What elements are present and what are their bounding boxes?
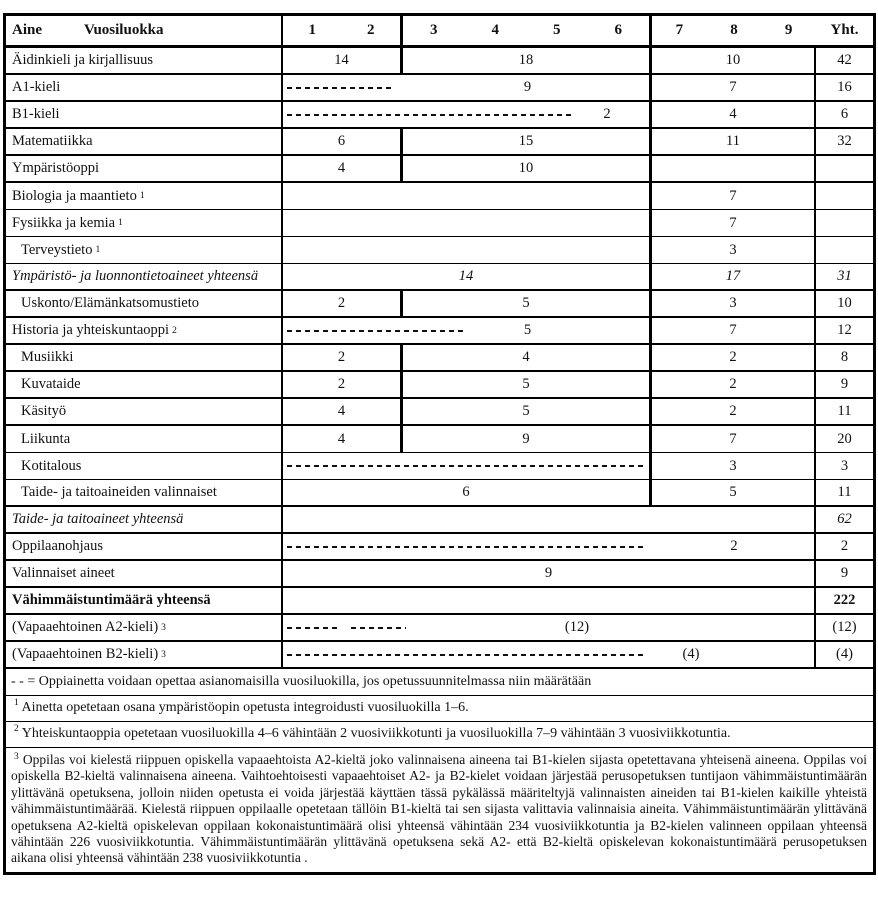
- dash-line: [287, 654, 643, 656]
- cell-total: 11: [837, 403, 852, 419]
- header-grade-6: 6: [614, 22, 622, 38]
- subject-label: Ympäristöoppi: [6, 156, 283, 181]
- header-aine: Aine: [12, 22, 42, 38]
- cell-grades-7-9: 4: [652, 102, 816, 127]
- table-header-row: [6, 16, 873, 48]
- subject-label: Kotitalous: [6, 453, 283, 479]
- cell-total: 9: [840, 376, 849, 392]
- table-row: [6, 183, 873, 210]
- header-total-label: Yht.: [830, 22, 859, 38]
- cell-grades-1-6: [283, 264, 652, 289]
- table-row: [6, 345, 873, 372]
- cell-total: 8: [840, 349, 849, 365]
- dash-line: [287, 627, 339, 629]
- header-grade-9: 9: [784, 22, 793, 38]
- cell-total: [816, 183, 873, 209]
- cell-grades-3-6: 5: [403, 291, 652, 316]
- cell-value: 6: [462, 484, 470, 500]
- dash-line: [351, 627, 406, 629]
- cell-grades-1-2: 2: [283, 291, 403, 316]
- dash-line: [287, 87, 395, 89]
- cell-grades-1-6: [283, 102, 652, 127]
- header-subject-cell: [6, 16, 283, 45]
- subject-label: Matematiikka: [6, 129, 283, 154]
- cell-grades-3-6: 5: [403, 399, 652, 424]
- table-row: [6, 561, 873, 588]
- table-row: [6, 48, 873, 75]
- subject-label: Historia ja yhteiskuntaoppi 2: [6, 318, 283, 343]
- cell-value: 5: [523, 322, 532, 338]
- cell-grades-7-9: 7: [652, 210, 816, 236]
- cell-grades-1-2: 2: [283, 372, 403, 397]
- cell-total: 42: [837, 52, 852, 68]
- cell-grades-1-6: [283, 453, 652, 479]
- cell-grades-1-9: [283, 615, 816, 640]
- cell-value: 2: [730, 538, 738, 554]
- subject-label: Valinnaiset aineet: [6, 561, 283, 586]
- cell-grades-7-9: 7: [652, 318, 816, 343]
- cell-total: 9: [840, 565, 849, 581]
- header-grade-8: 8: [730, 22, 738, 38]
- cell-grades-1-6: [283, 237, 652, 263]
- header-grades-1-2: [283, 16, 403, 45]
- subject-label: Ympäristö- ja luonnontietoaineet yhteensä: [6, 264, 283, 289]
- table-row: [6, 615, 873, 642]
- cell-total: [816, 156, 873, 181]
- cell-value: 2: [603, 106, 611, 122]
- table-row: [6, 291, 873, 318]
- cell-total: 12: [837, 322, 852, 338]
- subject-label: Biologia ja maantieto 1: [6, 183, 283, 209]
- header-grade-4: 4: [491, 22, 499, 38]
- cell-grades-7-9: 2: [652, 345, 816, 370]
- subject-label: Vähimmäistuntimäärä yhteensä: [6, 588, 283, 613]
- subject-label: Musiikki: [6, 345, 283, 370]
- table-row: [6, 129, 873, 156]
- cell-grades-3-6: 4: [403, 345, 652, 370]
- subject-label: A1-kieli: [6, 75, 283, 100]
- header-grade-5: 5: [553, 22, 561, 38]
- cell-total: 20: [837, 430, 852, 447]
- cell-grades-1-6: [283, 318, 652, 343]
- table-row: [6, 534, 873, 561]
- table-row-grand-total: [6, 588, 873, 615]
- cell-grades-3-6: 15: [403, 129, 652, 154]
- cell-grades-7-9: 5: [652, 480, 816, 505]
- cell-total: 3: [840, 457, 849, 474]
- cell-total: 2: [840, 538, 849, 554]
- table-row: [6, 426, 873, 453]
- subject-label: Uskonto/Elämänkatsomustieto: [6, 291, 283, 316]
- table-row: [6, 399, 873, 426]
- subject-label: Käsityö: [6, 399, 283, 424]
- cell-grades-1-6: [283, 75, 652, 100]
- cell-grades-7-9: 3: [652, 453, 816, 479]
- footnote-marker: 3: [14, 751, 19, 762]
- cell-grades-3-6: 10: [403, 156, 652, 181]
- cell-grades-1-2: 4: [283, 156, 403, 181]
- subject-label: B1-kieli: [6, 102, 283, 127]
- table-row: [6, 372, 873, 399]
- cell-total: 31: [837, 268, 852, 284]
- lesson-hours-table: [3, 13, 876, 875]
- table-row: [6, 642, 873, 669]
- cell-total: 6: [840, 106, 849, 122]
- cell-total: 32: [837, 133, 852, 149]
- cell-grades-1-2: 14: [283, 48, 403, 73]
- table-row: [6, 102, 873, 129]
- cell-grades-1-6: [283, 183, 652, 209]
- cell-grades-7-9: 3: [652, 291, 816, 316]
- footnote-marker: 2: [14, 724, 19, 735]
- cell-grades-7-9: 7: [652, 183, 816, 209]
- subject-label: Taide- ja taitoaineiden valinnaiset: [6, 480, 283, 505]
- cell-grades-1-9: [283, 534, 816, 559]
- footnote-2: $^2$ Yhteiskuntaoppia opetetaan vuosiluokilla 4–6 vähintään 2 vuosiviikkotunti ja vuosiluokilla 7–9 vähintään 3 vuosiviikkotuntia.: [6, 722, 873, 748]
- table-row-subtotal: [6, 264, 873, 291]
- subject-label: Taide- ja taitoaineet yhteensä: [6, 507, 283, 532]
- cell-grades-1-2: 4: [283, 426, 403, 452]
- cell-grades-7-9: 17: [652, 264, 816, 289]
- subject-label: Äidinkieli ja kirjallisuus: [6, 48, 283, 73]
- cell-total: 222: [833, 592, 856, 608]
- footnote-3: $^3$ Oppilas voi kielestä riippuen opiskella vapaaehtoista A2-kieltä joko valinnaisena aineena tai B1-kielen sijasta opetettavana yhteisenä aineena. Oppilas voi opiskella B2-kieltä valinnaisena aineena. Vaihtoehtoisesti vapaaehtoiset A2- ja B2-kielet voidaan järjestää perusopetuksen tuntijaon vähimmäistuntimäärän ylittävänä opetuksena, jolloin niiden opetusta ei voida järjestää käyttäen tässä pykälässä määriteltyjä valinnaisten aineiden tai B1-kielen kaikille yhteistä vähimmäistuntimäärää. Kielestä riippuen oppilaalle opetetaan tällöin B1-kieltä tai sen sijasta valittavia valinnaisia aineita. Vähimmäistuntimäärän ylittävänä opetuksena A2-kieltä opiskelevan oppilaan kokonaistuntimäärä olisi yhteensä vähintään 234 vuosiviikkotuntia ja B2-kielen valinneen oppilaan yhteensä vähintään 226 vuosiviikkotuntia. Vähimmäistuntimäärän ylittävänä opetuksena sekä A2- että B2-kieltä opiskelevan kokonaistuntimäärä perusopetuksen aikana olisi yhteensä vähintään 238 vuosiviikkotuntia .: [11, 751, 868, 866]
- footnote-1: $^1$ Ainetta opetetaan osana ympäristöopin opetusta integroidusti vuosiluokilla 1–6.: [6, 696, 873, 722]
- table-row: [6, 480, 873, 507]
- cell-grades-7-9: 2: [652, 372, 816, 397]
- cell-total: (12): [832, 619, 857, 635]
- subject-label: (Vapaaehtoinen A2-kieli) 3: [6, 615, 283, 640]
- cell-grades-7-9: 7: [652, 426, 816, 452]
- cell-grades-1-9: [283, 642, 816, 667]
- cell-grades-7-9: 7: [652, 75, 816, 100]
- table-row: [6, 156, 873, 183]
- cell-total: [816, 237, 873, 263]
- cell-grades-1-9: [283, 507, 816, 532]
- subject-label: Terveystieto 1: [6, 237, 283, 263]
- cell-grades-7-9: 10: [652, 48, 816, 73]
- cell-grades-1-2: 6: [283, 129, 403, 154]
- subject-label: Oppilaanohjaus: [6, 534, 283, 559]
- dash-legend: - - = Oppiainetta voidaan opettaa asianomaisilla vuosiluokilla, jos opetussuunnitelmassa niin määrätään: [6, 669, 873, 696]
- cell-grades-1-9: [283, 588, 816, 613]
- cell-value: 9: [544, 565, 553, 581]
- cell-grades-1-2: 4: [283, 399, 403, 424]
- subject-label: (Vapaaehtoinen B2-kieli) 3: [6, 642, 283, 667]
- cell-grades-7-9: 11: [652, 129, 816, 154]
- subject-label: Kuvataide: [6, 372, 283, 397]
- table-row: [6, 237, 873, 264]
- table-row: [6, 318, 873, 345]
- header-grade-2: 2: [367, 22, 375, 38]
- cell-value: (12): [564, 619, 590, 635]
- header-grades-3-6: [403, 16, 652, 45]
- dash-line: [287, 465, 643, 467]
- cell-grades-7-9: [652, 156, 816, 181]
- cell-total: (4): [836, 646, 853, 662]
- table-row: [6, 210, 873, 237]
- cell-grades-1-6: [283, 480, 652, 505]
- table-row: [6, 75, 873, 102]
- dash-line: [287, 114, 573, 116]
- header-grade-1: 1: [308, 22, 316, 38]
- cell-value: 9: [523, 79, 532, 95]
- cell-grades-3-6: 9: [403, 426, 652, 452]
- cell-total: 11: [837, 484, 852, 500]
- header-vuosiluokka: Vuosiluokka: [84, 22, 164, 38]
- dash-line: [287, 546, 643, 548]
- footnote-marker: 1: [14, 698, 19, 709]
- cell-grades-1-2: 2: [283, 345, 403, 370]
- header-grade-7: 7: [675, 22, 684, 38]
- cell-grades-3-6: 18: [403, 48, 652, 73]
- subject-label: Liikunta: [6, 426, 283, 452]
- header-grades-7-9-total: [652, 16, 873, 45]
- cell-total: 16: [837, 79, 852, 95]
- cell-grades-7-9: 2: [652, 399, 816, 424]
- table-row-subtotal: [6, 507, 873, 534]
- cell-grades-1-9: [283, 561, 816, 586]
- cell-grades-3-6: 5: [403, 372, 652, 397]
- cell-total: 10: [837, 295, 852, 311]
- cell-value: (4): [682, 646, 700, 662]
- subject-label: Fysiikka ja kemia 1: [6, 210, 283, 236]
- cell-value: 14: [458, 268, 474, 284]
- cell-grades-7-9: 3: [652, 237, 816, 263]
- cell-total: 62: [837, 511, 852, 527]
- table-row: [6, 453, 873, 480]
- cell-total: [816, 210, 873, 236]
- cell-grades-1-6: [283, 210, 652, 236]
- header-grade-3: 3: [430, 22, 438, 38]
